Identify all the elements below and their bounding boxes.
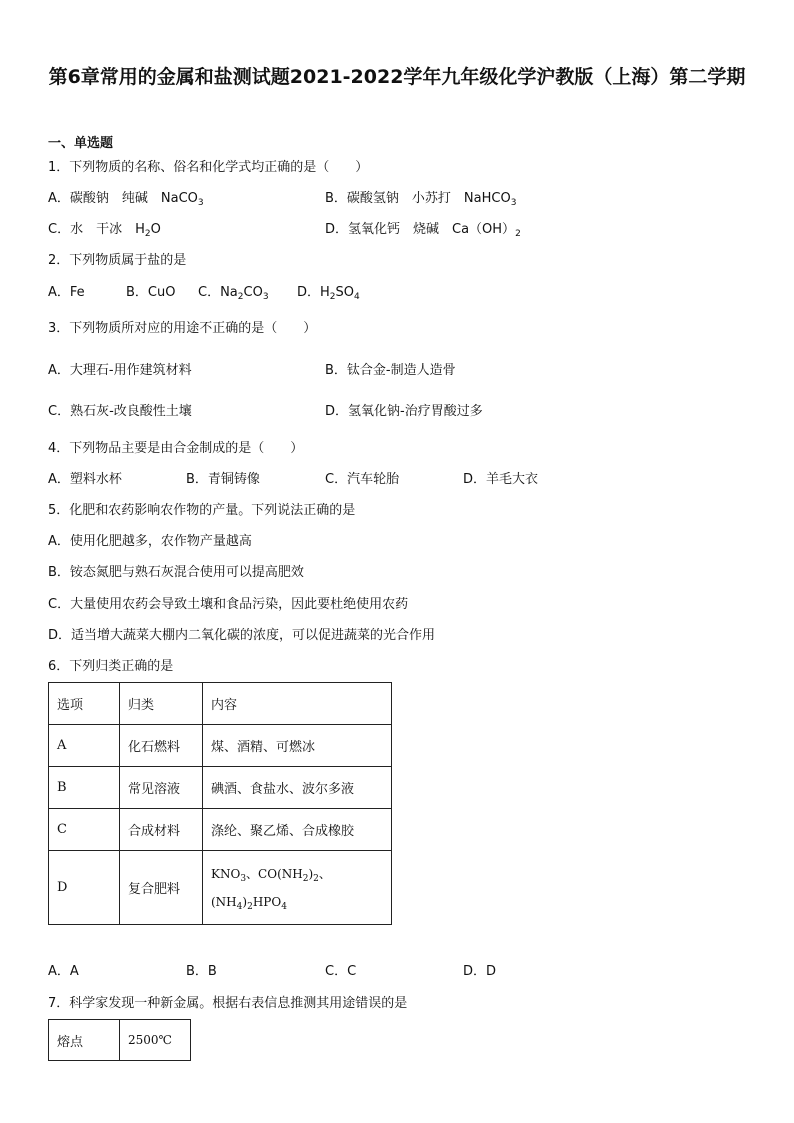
table-row [49, 1020, 191, 1061]
table-cell: 2500℃ [120, 1020, 191, 1061]
table-cell: 复合肥料 [120, 851, 203, 925]
document-title: 第6章常用的金属和盐测试题2021-2022学年九年级化学沪教版（上海）第二学期 [48, 66, 746, 88]
question-7-table [48, 1019, 191, 1061]
table-row [49, 809, 392, 851]
question-2-option-b[interactable]: B．CuO [126, 285, 176, 300]
table-header-cell: 选项 [49, 683, 120, 725]
table-cell: 涤纶、聚乙烯、合成橡胶 [203, 809, 392, 851]
table-cell: 碘酒、食盐水、波尔多液 [203, 767, 392, 809]
question-5-option-a[interactable]: A．使用化肥越多，农作物产量越高 [48, 534, 252, 549]
question-2-option-c[interactable]: C．$Na_2CO_3$ [198, 285, 269, 302]
question-6-option-b[interactable]: B．B [186, 964, 217, 979]
table-cell-formulas: $KNO_3$、$CO(NH_2)_2$、 $(NH_4)_2HPO_4$ [203, 851, 392, 925]
table-cell: D [49, 851, 120, 925]
question-1-option-d[interactable]: D．氢氧化钙 烧碱 $Ca(OH)_2$ [325, 222, 521, 239]
table-header-row [49, 683, 392, 725]
question-2-option-d[interactable]: D．$H_2SO_4$ [297, 285, 360, 302]
table-row [49, 851, 392, 925]
question-6-option-a[interactable]: A．A [48, 964, 79, 979]
question-6-option-d[interactable]: D．D [463, 964, 497, 979]
table-cell: 常见溶液 [120, 767, 203, 809]
question-2-option-a[interactable]: A．Fe [48, 285, 85, 300]
question-3-stem: 3．下列物质所对应的用途不正确的是（ ） [48, 321, 317, 336]
question-5-stem: 5．化肥和农药影响农作物的产量。下列说法正确的是 [48, 503, 356, 518]
question-1-option-a[interactable]: A．碳酸钠 纯碱 NaCO$_3$ [48, 191, 204, 208]
question-1-option-b[interactable]: B．碳酸氢钠 小苏打 NaHCO$_3$ [325, 191, 517, 208]
table-cell: A [49, 725, 120, 767]
table-row [49, 725, 392, 767]
question-4-option-d[interactable]: D．羊毛大衣 [463, 472, 539, 487]
question-3-option-d[interactable]: D．氢氧化钠-治疗胃酸过多 [325, 404, 483, 419]
table-row [49, 767, 392, 809]
question-6-table [48, 682, 392, 925]
question-4-option-b[interactable]: B．青铜铸像 [186, 472, 260, 487]
table-cell: 煤、酒精、可燃冰 [203, 725, 392, 767]
question-5-option-d[interactable]: D．适当增大蔬菜大棚内二氧化碳的浓度，可以促进蔬菜的光合作用 [48, 628, 436, 643]
question-3-option-a[interactable]: A．大理石-用作建筑材料 [48, 363, 192, 378]
table-cell: 熔点 [49, 1020, 120, 1061]
question-6-stem: 6．下列归类正确的是 [48, 659, 174, 674]
question-7-stem: 7．科学家发现一种新金属。根据右表信息推测其用途错误的是 [48, 996, 408, 1011]
table-header-cell: 内容 [203, 683, 392, 725]
table-cell: C [49, 809, 120, 851]
question-3-option-b[interactable]: B．钛合金-制造人造骨 [325, 363, 456, 378]
question-1-stem: 1．下列物质的名称、俗名和化学式均正确的是（ ） [48, 160, 369, 175]
question-4-stem: 4．下列物品主要是由合金制成的是（ ） [48, 441, 304, 456]
table-cell: 化石燃料 [120, 725, 203, 767]
question-5-option-c[interactable]: C．大量使用农药会导致土壤和食品污染，因此要杜绝使用农药 [48, 597, 409, 612]
question-5-option-b[interactable]: B．铵态氮肥与熟石灰混合使用可以提高肥效 [48, 565, 304, 580]
question-4-option-a[interactable]: A．塑料水杯 [48, 472, 122, 487]
question-3-option-c[interactable]: C．熟石灰-改良酸性土壤 [48, 404, 192, 419]
question-1-option-c[interactable]: C．水 干冰 $H_2O$ [48, 222, 161, 239]
table-cell: 合成材料 [120, 809, 203, 851]
table-cell: B [49, 767, 120, 809]
table-header-cell: 归类 [120, 683, 203, 725]
question-2-stem: 2．下列物质属于盐的是 [48, 253, 187, 268]
section-heading: 一、单选题 [48, 136, 114, 151]
question-6-option-c[interactable]: C．C [325, 964, 357, 979]
question-4-option-c[interactable]: C．汽车轮胎 [325, 472, 400, 487]
